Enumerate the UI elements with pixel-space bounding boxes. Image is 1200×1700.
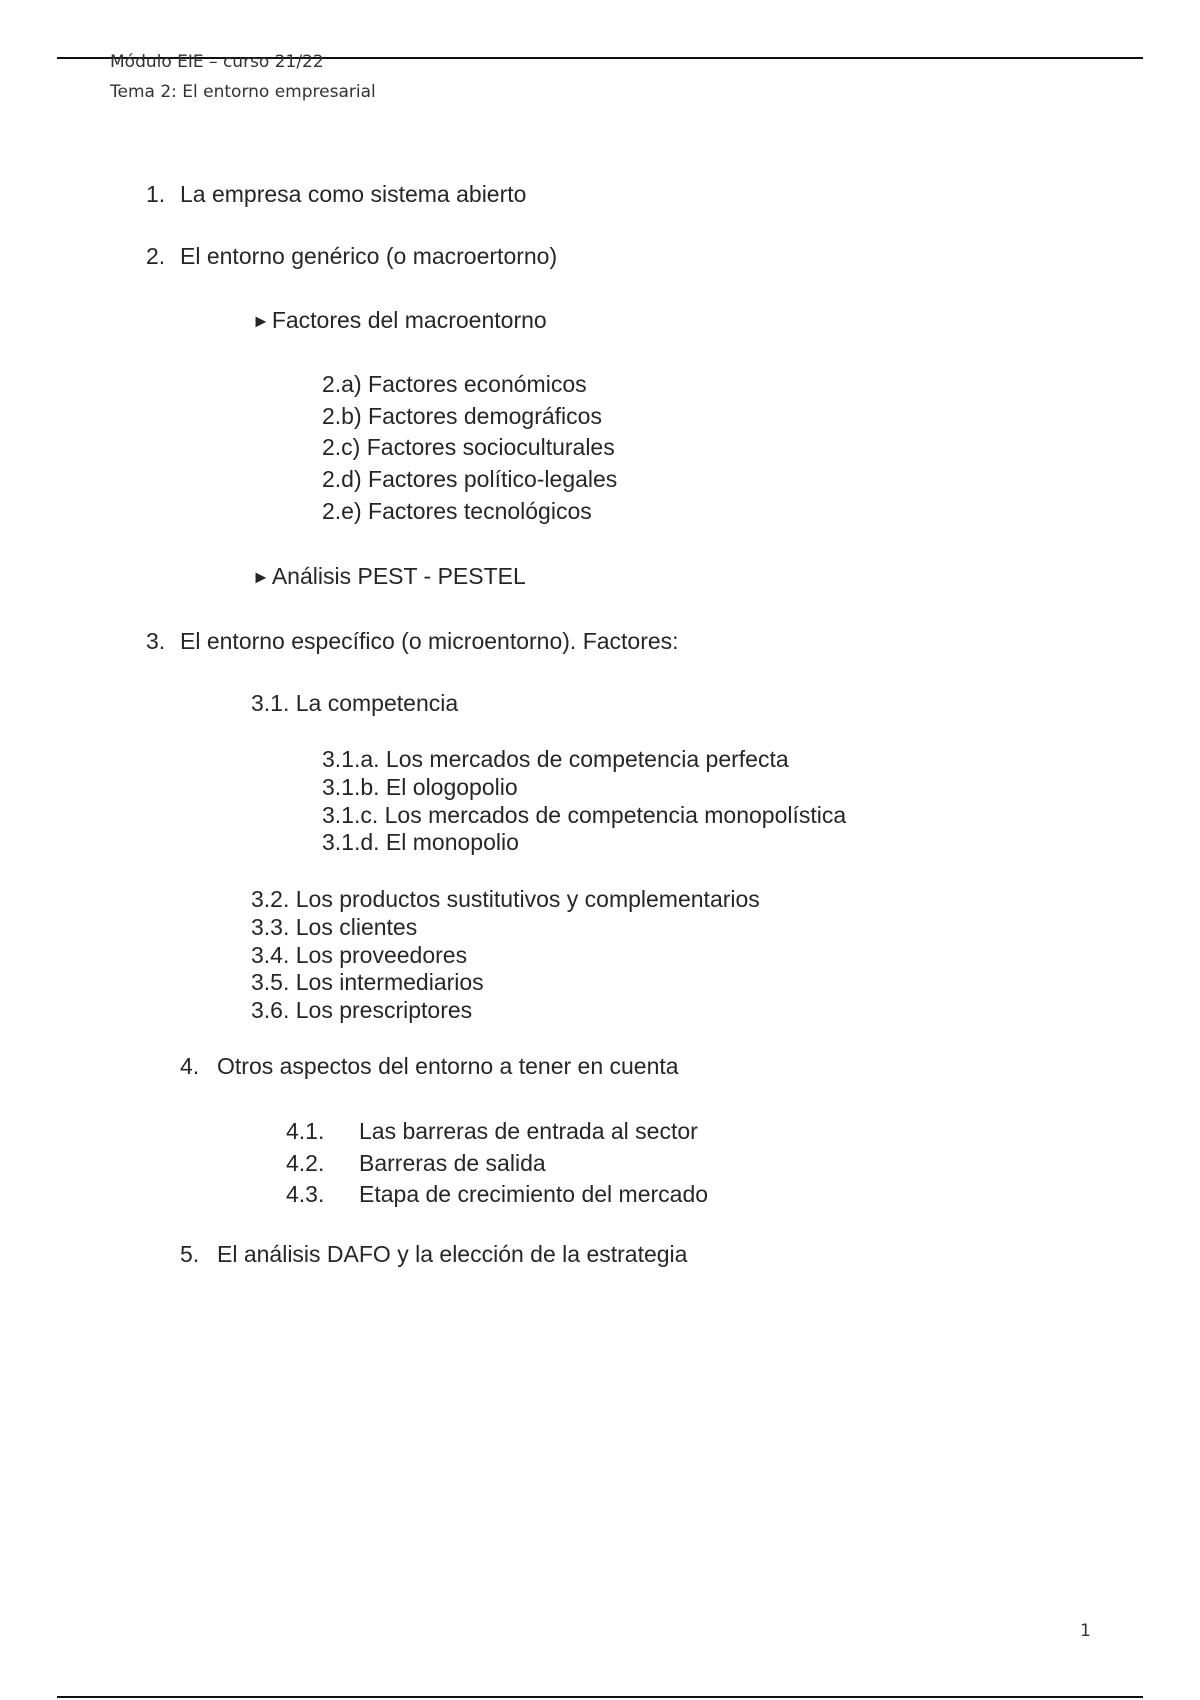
- triangle-bullet-icon: ►: [252, 311, 270, 331]
- bullet-factores-macroentorno: [252, 309, 547, 332]
- section-4-item-number: 4.3.: [286, 1181, 325, 1207]
- section-2-title: El entorno genérico (o macroertorno): [180, 243, 558, 269]
- bullet-label: Análisis PEST - PESTEL: [271, 563, 526, 589]
- section-3-item: 3.6. Los prescriptores: [251, 997, 473, 1023]
- factor-item: 2.a) Factores económicos: [322, 371, 587, 397]
- competencia-item: 3.1.d. El monopolio: [322, 829, 519, 855]
- section-4-item-label: Etapa de crecimiento del mercado: [359, 1181, 709, 1207]
- section-3-title: El entorno específico (o microentorno). Factores:: [180, 628, 679, 654]
- section-1-title: La empresa como sistema abierto: [180, 181, 527, 207]
- footer-rule: [57, 1696, 1143, 1698]
- page-number: 1: [1080, 1621, 1091, 1641]
- competencia-item: 3.1.a. Los mercados de competencia perfecta: [322, 746, 789, 772]
- course-header: Módulo EIE – curso 21/22: [110, 52, 324, 72]
- section-4-number: 4.: [180, 1053, 200, 1079]
- section-3-item: 3.2. Los productos sustitutivos y complementarios: [251, 886, 760, 912]
- bullet-analisis-pest: [252, 565, 526, 588]
- section-5-number: 5.: [180, 1241, 200, 1267]
- section-4-item-label: Las barreras de entrada al sector: [359, 1118, 698, 1144]
- section-2-number: 2.: [146, 243, 166, 269]
- competencia-item: 3.1.b. El ologopolio: [322, 774, 518, 800]
- topic-header: Tema 2: El entorno empresarial: [110, 82, 376, 102]
- competencia-item: 3.1.c. Los mercados de competencia monopolística: [322, 802, 847, 828]
- section-4-item-label: Barreras de salida: [359, 1150, 546, 1176]
- factor-item: 2.c) Factores socioculturales: [322, 434, 615, 460]
- section-3-number: 3.: [146, 628, 166, 654]
- bullet-label: Factores del macroentorno: [271, 307, 547, 333]
- subsection-competencia: 3.1. La competencia: [251, 690, 459, 716]
- factor-item: 2.d) Factores político-legales: [322, 466, 618, 492]
- section-3-item: 3.4. Los proveedores: [251, 942, 468, 968]
- factor-item: 2.e) Factores tecnológicos: [322, 498, 592, 524]
- factor-item: 2.b) Factores demográficos: [322, 403, 602, 429]
- section-5-title: El análisis DAFO y la elección de la estrategia: [217, 1241, 688, 1267]
- section-4-item-number: 4.1.: [286, 1118, 325, 1144]
- section-4-title: Otros aspectos del entorno a tener en cuenta: [217, 1053, 679, 1079]
- section-3-item: 3.3. Los clientes: [251, 914, 418, 940]
- triangle-bullet-icon: ►: [252, 567, 270, 587]
- section-3-item: 3.5. Los intermediarios: [251, 969, 484, 995]
- section-1-number: 1.: [146, 181, 166, 207]
- section-4-item-number: 4.2.: [286, 1150, 325, 1176]
